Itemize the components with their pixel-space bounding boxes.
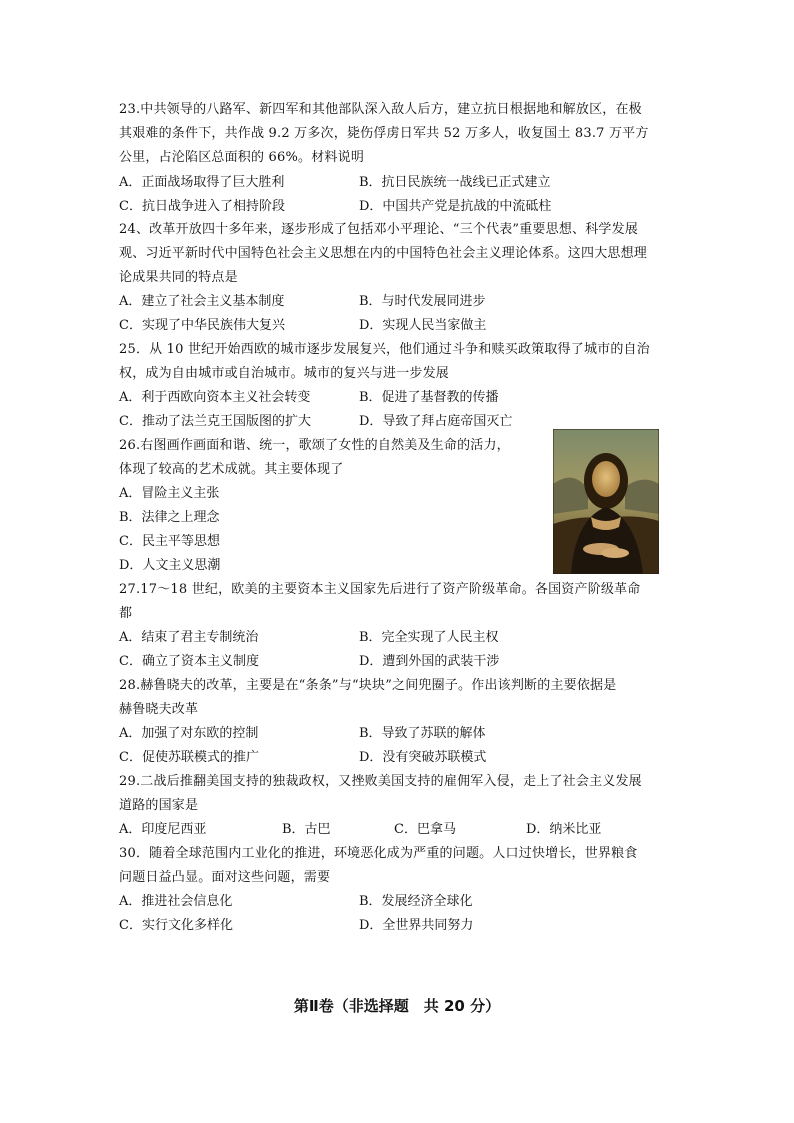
q24-stem-line-2: 观、习近平新时代中国特色社会主义思想在内的中国特色社会主义理论体系。这四大思想理 [119,246,648,261]
q28-stem-line-1: 28.赫鲁晓夫的改革，主要是在“条条”与“块块”之间兜圈子。作出该判断的主要依据是 [119,678,617,693]
q30-option-b: B．发展经济全球化 [359,894,473,909]
q30-option-c: C．实行文化多样化 [119,918,233,933]
q24-option-c: C．实现了中华民族伟大复兴 [119,318,285,333]
q27-option-a: A．结束了君主专制统治 [119,630,259,645]
q28-option-c: C．促使苏联模式的推广 [119,750,259,765]
q30-option-d: D．全世界共同努力 [359,918,474,933]
q24-option-a: A．建立了社会主义基本制度 [119,294,285,309]
q26-option-c: C．民主平等思想 [119,534,220,549]
q26-stem-line-2: 体现了较高的艺术成就。其主要体现了 [119,462,344,477]
q24-option-d: D．实现人民当家做主 [359,318,487,333]
q29-option-b: B．古巴 [282,822,331,837]
q29-option-c: C．巴拿马 [394,822,456,837]
q30-option-a: A．推进社会信息化 [119,894,233,909]
q27-option-d: D．遭到外国的武装干涉 [359,654,500,669]
q27-option-b: B．完全实现了人民主权 [359,630,499,645]
q29-option-d: D．纳米比亚 [526,822,602,837]
q23-option-d: D．中国共产党是抗战的中流砥柱 [359,199,552,214]
q23-option-b: B．抗日民族统一战线已正式建立 [359,175,551,190]
q28-option-a: A．加强了对东欧的控制 [119,726,259,741]
q25-option-b: B．促进了基督教的传播 [359,390,499,405]
q24-stem-line-3: 论成果共同的特点是 [119,270,238,285]
q27-stem-line-1: 27.17～18 世纪，欧美的主要资本主义国家先后进行了资产阶级革命。各国资产阶级革命 [119,582,641,597]
q26-option-d: D．人文主义思潮 [119,558,221,573]
q29-option-a: A．印度尼西亚 [119,822,207,837]
renaissance-portrait-painting [553,429,659,574]
q25-option-a: A．利于西欧向资本主义社会转变 [119,390,311,405]
q25-stem-line-1: 25．从 10 世纪开始西欧的城市逐步发展复兴，他们通过斗争和赎买政策取得了城市的自治 [119,342,650,357]
q25-option-c: C．推动了法兰克王国版图的扩大 [119,414,311,429]
q23-stem-line-2: 其艰难的条件下，共作战 9.2 万多次，毙伤俘虏日军共 52 万多人，收复国土 83.7 万平方 [119,126,649,141]
q26-option-a: A．冒险主义主张 [119,486,220,501]
q30-stem-line-2: 问题日益凸显。面对这些问题，需要 [119,870,331,885]
section-title: 第Ⅱ卷（非选择题 共 20 分） [293,997,501,1015]
q24-option-b: B．与时代发展同进步 [359,294,486,309]
q23-stem-line-3: 公里，占沦陷区总面积的 66%。材料说明 [119,150,365,165]
q27-stem-line-2: 都 [119,606,133,621]
q30-stem-line-1: 30．随着全球范围内工业化的推进，环境恶化成为严重的问题。人口过快增长，世界粮食 [119,846,638,861]
q28-option-b: B．导致了苏联的解体 [359,726,486,741]
q26-option-b: B．法律之上理念 [119,510,220,525]
q24-stem-line-1: 24、改革开放四十多年来，逐步形成了包括邓小平理论、“三个代表”重要思想、科学发展 [119,222,639,237]
q25-option-d: D．导致了拜占庭帝国灭亡 [359,414,513,429]
q28-option-d: D．没有突破苏联模式 [359,750,487,765]
q23-option-a: A．正面战场取得了巨大胜利 [119,175,285,190]
q29-stem-line-1: 29.二战后推翻美国支持的独裁政权，又挫败美国支持的雇佣军入侵，走上了社会主义发展 [119,774,642,789]
q27-option-c: C．确立了资本主义制度 [119,654,259,669]
q25-stem-line-2: 权，成为自由城市或自治城市。城市的复兴与进一步发展 [119,366,450,381]
q29-stem-line-2: 道路的国家是 [119,798,199,813]
q28-stem-line-2: 赫鲁晓夫改革 [119,702,199,717]
q23-stem-line-1: 23.中共领导的八路军、新四军和其他部队深入敌人后方，建立抗日根据地和解放区，在极 [119,102,642,117]
q23-option-c: C．抗日战争进入了相持阶段 [119,199,285,214]
q26-stem-line-1: 26.右图画作画面和谐、统一，歌颂了女性的自然美及生命的活力， [119,438,510,453]
